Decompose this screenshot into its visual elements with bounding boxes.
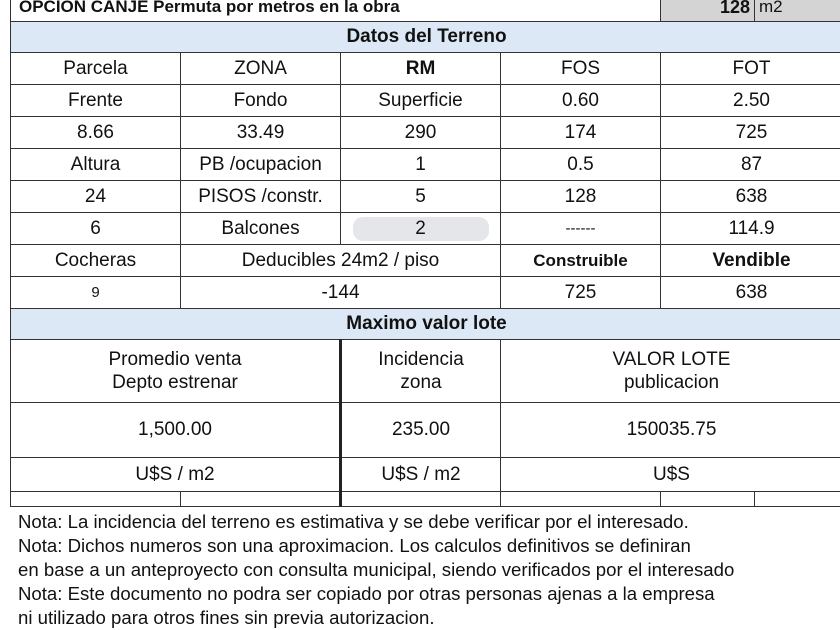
table-row [11,213,840,245]
cell: 638 [661,181,840,213]
table-row [11,117,840,149]
cell [501,340,840,403]
cell: Construible [501,245,661,277]
cell: 128 [501,181,661,213]
cell: Frente [11,85,181,117]
cell [501,492,661,507]
header-unit: m2 [755,0,840,22]
note-line: Nota: Dichos numeros son una aproximacion. Los calculos definitivos se definiran [18,535,691,556]
cell: 9 [11,277,181,309]
cell: 174 [501,117,661,149]
table-row [11,53,840,85]
balcones-cell[interactable] [341,213,501,245]
cell-line: Depto estrenar [112,372,238,393]
cell [11,340,341,403]
cell: FOS [501,53,661,85]
cell: U$S / m2 [341,458,501,492]
cell: PB /ocupacion [181,149,341,181]
cell: 0.60 [501,85,661,117]
table-row [11,245,840,277]
cell: 638 [661,277,840,309]
cell: 150035.75 [501,403,840,458]
selected-cell-highlight[interactable]: 2 [353,217,489,241]
section-title: Datos del Terreno [11,22,840,53]
cell: 290 [341,117,501,149]
cell: Superficie [341,85,501,117]
terreno-table [10,0,840,507]
cell: 0.5 [501,149,661,181]
cell: ZONA [181,53,341,85]
cell: 725 [501,277,661,309]
note-line: en base a un anteproyecto con consulta municipal, siendo verificados por el interesado [18,559,735,580]
cell-line: VALOR LOTE [612,349,731,370]
cell-line: Promedio venta [108,349,242,370]
table-row [11,85,840,117]
cell: FOT [661,53,840,85]
section-maximo-valor [11,309,840,340]
cell: U$S / m2 [11,458,341,492]
cell: Cocheras [11,245,181,277]
note-line: Nota: La incidencia del terreno es estimativa y se debe verificar por el interesado. [18,511,689,532]
cell: ------ [501,213,661,245]
table-row [11,403,840,458]
cell: 235.00 [341,403,501,458]
cell [341,340,501,403]
cell: -144 [181,277,501,309]
header-title: OPCION CANJE Permuta por metros en la obra [11,0,661,22]
cell: Fondo [181,85,341,117]
note-line: ni utilizado para otros fines sin previa autorizacion. [18,607,435,628]
cell: 1 [341,149,501,181]
cell: Parcela [11,53,181,85]
cell [755,492,840,507]
cell: Altura [11,149,181,181]
note-line: Nota: Este documento no podra ser copiado por otras personas ajenas a la empresa [18,583,715,604]
cell: 33.49 [181,117,341,149]
cell: 87 [661,149,840,181]
cell: PISOS /constr. [181,181,341,213]
cell: Vendible [661,245,840,277]
section-datos-terreno [11,22,840,53]
table-row [11,149,840,181]
cell-line: Incidencia [378,349,464,370]
header-value: 128 [661,0,755,22]
table-row [11,277,840,309]
cell: 6 [11,213,181,245]
cell: 1,500.00 [11,403,341,458]
cell: 24 [11,181,181,213]
section-title: Maximo valor lote [11,309,840,340]
cell: U$S [501,458,840,492]
cell: 725 [661,117,840,149]
cell: 8.66 [11,117,181,149]
table-row [11,181,840,213]
table-row [11,458,840,492]
cell: 114.9 [661,213,840,245]
cell: 2.50 [661,85,840,117]
table-row [11,492,840,507]
cell-line: publicacion [623,372,720,393]
cell [341,492,501,507]
cell: Deducibles 24m2 / piso [181,245,501,277]
header-row [11,0,840,22]
cell-line: zona [400,372,442,393]
cell: RM [341,53,501,85]
table-row [11,340,840,403]
cell [181,492,341,507]
cell: Balcones [181,213,341,245]
notes-block [18,510,838,630]
cell: 5 [341,181,501,213]
cell [11,492,181,507]
cell [661,492,755,507]
